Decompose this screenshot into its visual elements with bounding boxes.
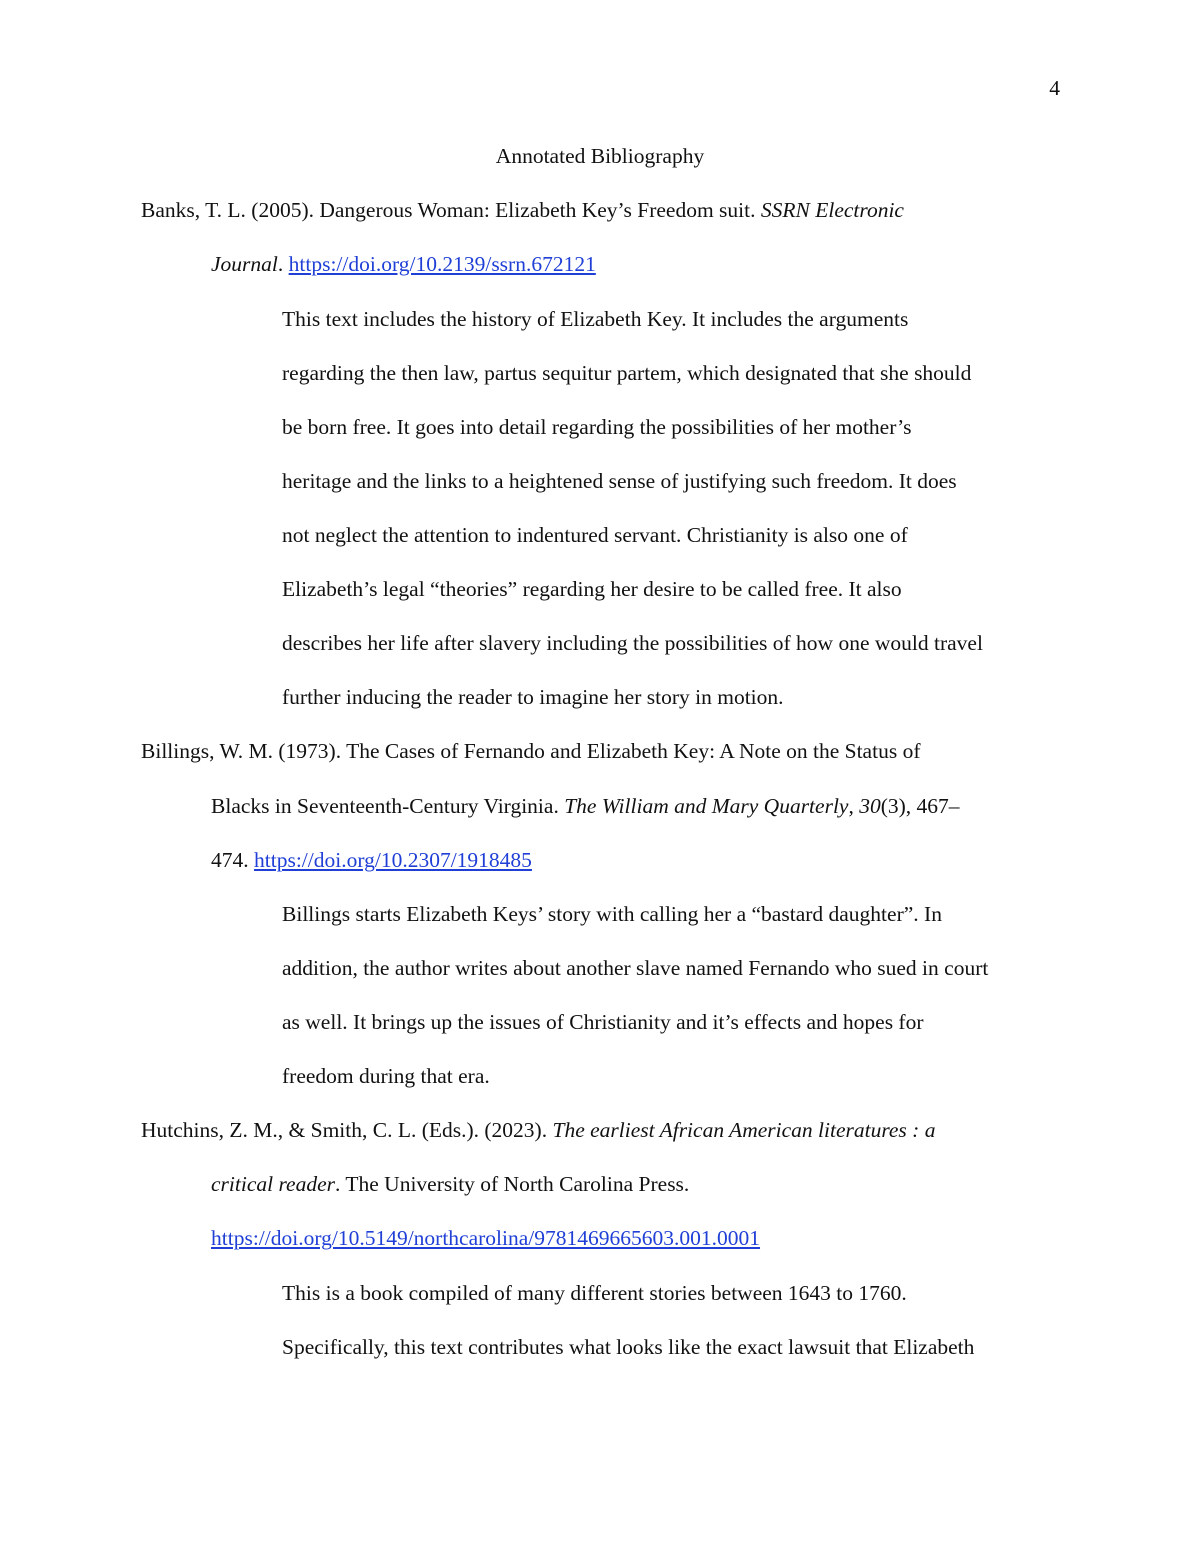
book-title: critical reader <box>211 1172 335 1196</box>
annotation-line: Elizabeth’s legal “theories” regarding her desire to be called free. It also <box>282 577 902 601</box>
citation-line <box>211 250 596 278</box>
annotation-line: regarding the then law, partus sequitur partem, which designated that she should <box>282 361 972 385</box>
journal-title: Journal <box>211 252 278 276</box>
citation-line <box>211 1170 689 1198</box>
citation-text: (3), 467– <box>880 794 960 818</box>
citation-text: . The University of North Carolina Press. <box>335 1172 690 1196</box>
page-title: Annotated Bibliography <box>495 144 705 168</box>
citation-text: 474. <box>211 848 254 872</box>
citation-text: Banks, T. L. (2005). Dangerous Woman: Elizabeth Key’s Freedom suit. <box>141 198 761 222</box>
citation-line <box>141 1116 935 1144</box>
annotation-line: This text includes the history of Elizabeth Key. It includes the arguments <box>282 307 909 331</box>
annotation-line: not neglect the attention to indentured servant. Christianity is also one of <box>282 523 908 547</box>
citation-line <box>211 792 960 820</box>
book-title: The earliest African American literatures : a <box>552 1118 936 1142</box>
annotation-line: heritage and the links to a heightened sense of justifying such freedom. It does <box>282 469 957 493</box>
page-number: 4 <box>1049 76 1060 100</box>
citation-text: , <box>848 794 860 818</box>
doi-link-hutchins-smith[interactable]: https://doi.org/10.5149/northcarolina/9781469665603.001.0001 <box>211 1226 761 1250</box>
annotation-line: This is a book compiled of many different stories between 1643 to 1760. <box>282 1281 907 1305</box>
citation-text: Hutchins, Z. M., & Smith, C. L. (Eds.). (2023). <box>141 1118 553 1142</box>
annotation-line: be born free. It goes into detail regarding the possibilities of her mother’s <box>282 415 912 439</box>
citation-text: Blacks in Seventeenth-Century Virginia. <box>211 794 565 818</box>
annotation-line: Specifically, this text contributes what looks like the exact lawsuit that Elizabeth <box>282 1335 975 1359</box>
doi-link-billings[interactable]: https://doi.org/10.2307/1918485 <box>254 848 532 872</box>
citation-text: . <box>277 252 289 276</box>
citation-line <box>211 846 532 874</box>
citation-line: Billings, W. M. (1973). The Cases of Fernando and Elizabeth Key: A Note on the Status of <box>141 739 921 763</box>
annotation-line: describes her life after slavery including the possibilities of how one would travel <box>282 631 983 655</box>
journal-volume: 30 <box>859 794 881 818</box>
journal-title: The William and Mary Quarterly <box>564 794 849 818</box>
annotation-line: addition, the author writes about another slave named Fernando who sued in court <box>282 956 989 980</box>
citation-line <box>211 1224 760 1252</box>
annotation-line: further inducing the reader to imagine her story in motion. <box>282 685 784 709</box>
annotation-line: as well. It brings up the issues of Christianity and it’s effects and hopes for <box>282 1010 924 1034</box>
doi-link-banks[interactable]: https://doi.org/10.2139/ssrn.672121 <box>288 252 596 276</box>
annotation-line: Billings starts Elizabeth Keys’ story with calling her a “bastard daughter”. In <box>282 902 942 926</box>
citation-line <box>141 196 904 224</box>
annotation-line: freedom during that era. <box>282 1064 490 1088</box>
journal-title: SSRN Electronic <box>760 198 904 222</box>
